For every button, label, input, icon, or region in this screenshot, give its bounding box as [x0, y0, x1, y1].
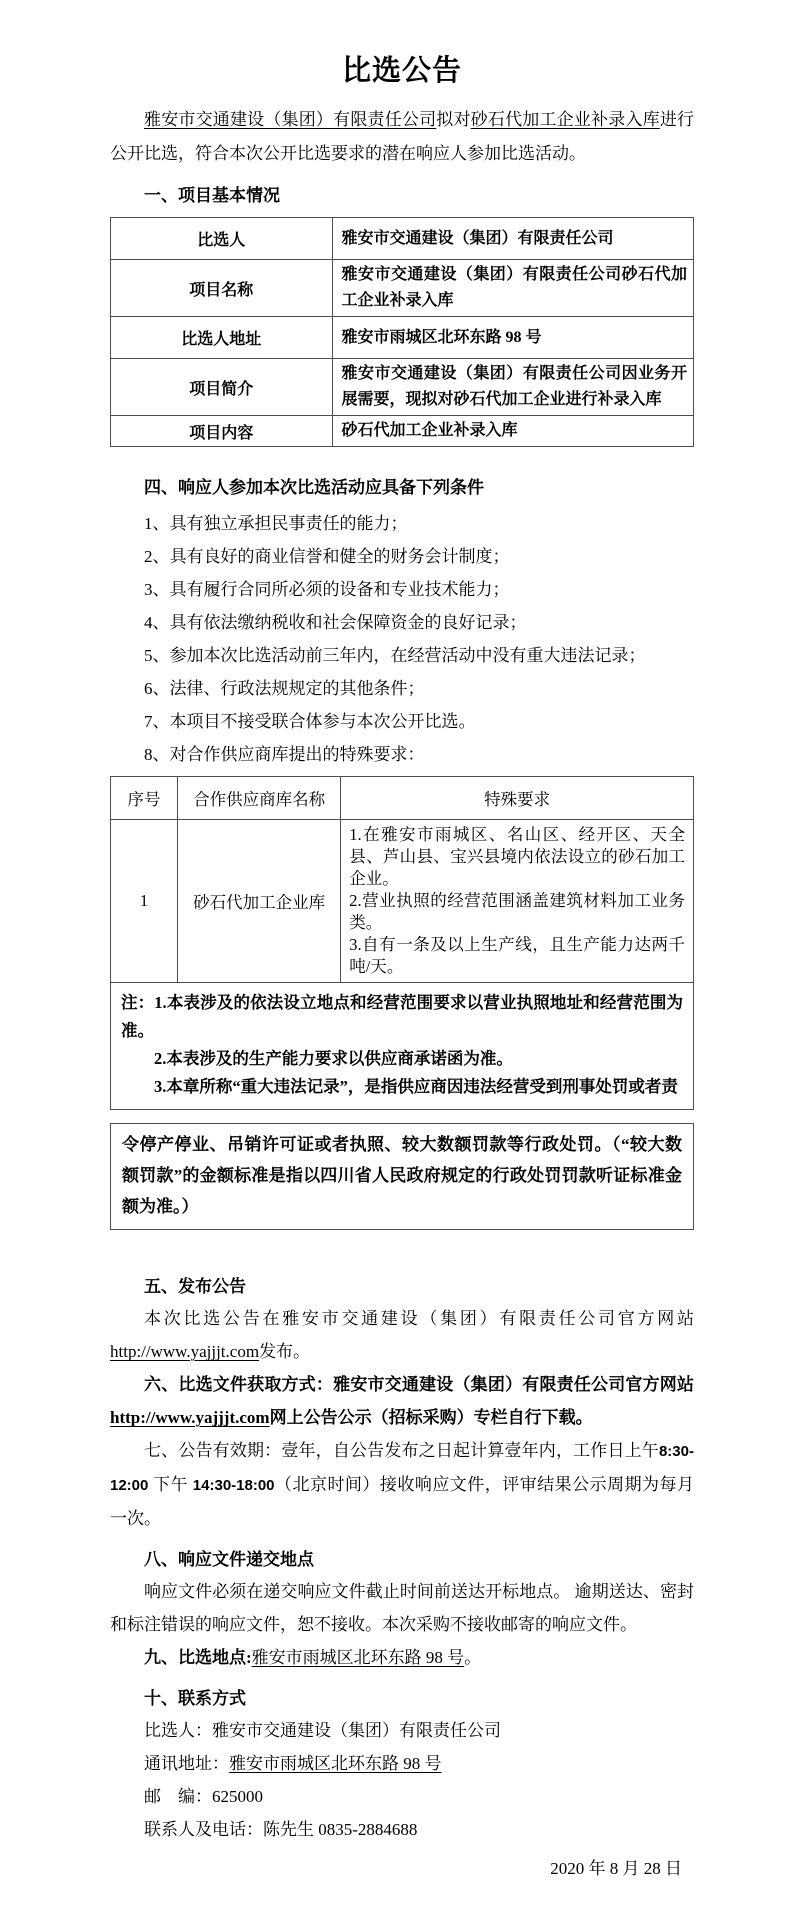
info-label: 项目简介 [111, 359, 333, 416]
intro-paragraph [110, 103, 694, 171]
section5-paragraph [110, 1302, 694, 1368]
section10-heading: 十、联系方式 [144, 1689, 246, 1709]
info-value: 砂石代加工企业补录入库 [332, 416, 693, 447]
note-line: 注：1.本表涉及的依法设立地点和经营范围要求以营业执照地址和经营范围为准。 [121, 993, 683, 1041]
info-value: 雅安市交通建设（集团）有限责任公司砂石代加工企业补录入库 [332, 260, 693, 317]
notes-cell [111, 983, 694, 1110]
section5-text-after: 发布。 [259, 1342, 311, 1362]
supplier-requirements [341, 820, 694, 983]
table-row [111, 416, 694, 447]
table-row [111, 260, 694, 317]
condition-item: 2、具有良好的商业信誉和健全的财务会计制度； [144, 547, 510, 567]
note-line: 3.本章所称“重大违法记录”，是指供应商因违法经营受到刑事处罚或者责 [154, 1077, 678, 1097]
info-value: 雅安市交通建设（集团）有限责任公司 [332, 218, 693, 260]
contact-person-line: 联系人及电话：陈先生 0835-2884688 [144, 1820, 418, 1840]
supplier-table-notes-row [111, 983, 694, 1110]
condition-item: 7、本项目不接受联合体参与本次公开比选。 [144, 712, 476, 732]
requirement-line: 1.在雅安市雨城区、名山区、经开区、天全县、芦山县、宝兴县境内依法设立的砂石加工企业。 [349, 825, 685, 889]
condition-item: 1、具有独立承担民事责任的能力； [144, 514, 408, 534]
table-row [111, 317, 694, 359]
section6-text-after: 网上公告公示（招标采购）专栏自行下载。 [269, 1408, 593, 1428]
requirement-line: 3.自有一条及以上生产线，且生产能力达两千吨/天。 [349, 935, 685, 977]
section9-label: 九、比选地点: [144, 1648, 252, 1668]
supplier-no: 1 [111, 820, 178, 983]
condition-item: 4、具有依法缴纳税收和社会保障资金的良好记录； [144, 613, 527, 633]
info-label: 项目名称 [111, 260, 333, 317]
condition-item: 6、法律、行政法规规定的其他条件； [144, 679, 425, 699]
section8-heading: 八、响应文件递交地点 [144, 1550, 314, 1570]
announcement-date: 2020 年 8 月 28 日 [550, 1859, 682, 1879]
info-label: 项目内容 [111, 416, 333, 447]
address-label: 通讯地址： [144, 1754, 229, 1774]
intro-text-1: 拟对 [436, 110, 471, 130]
contact-bixuanren-line: 比选人：雅安市交通建设（集团）有限责任公司 [144, 1721, 501, 1741]
section9-line [110, 1641, 694, 1674]
section8-paragraph: 响应文件必须在递交响应文件截止时间前送达开标地点。 逾期送达、密封和标注错误的响应文件，恕不接收。本次采购不接收邮寄的响应文件。 [110, 1582, 694, 1635]
info-label: 比选人地址 [111, 317, 333, 359]
column-header-requirements: 特殊要求 [341, 777, 694, 820]
selection-address-underlined: 雅安市雨城区北环东路 98 号 [251, 1648, 465, 1668]
info-value: 雅安市雨城区北环东路 98 号 [332, 317, 693, 359]
column-header-name: 合作供应商库名称 [178, 777, 341, 820]
note-continuation-box: 令停产停业、吊销许可证或者执照、较大数额罚款等行政处罚。（“较大数额罚款”的金额标准是指以四川省人民政府规定的行政处罚罚款听证标准金额为准。） [110, 1123, 694, 1230]
table-row [111, 218, 694, 260]
note-line: 2.本表涉及的生产能力要求以供应商承诺函为准。 [154, 1049, 513, 1069]
info-label: 比选人 [111, 218, 333, 260]
table-row [111, 359, 694, 416]
column-header-no: 序号 [111, 777, 178, 820]
section9-suffix: 。 [464, 1648, 482, 1668]
supplier-library-table [110, 776, 694, 1110]
section5-text: 本次比选公告在雅安市交通建设（集团）有限责任公司官方网站 [144, 1309, 694, 1329]
section5-heading: 五、发布公告 [144, 1277, 246, 1297]
contact-address-line [110, 1747, 694, 1780]
website-link[interactable]: http://www.yajjjt.com [110, 1408, 270, 1428]
condition-item: 3、具有履行合同所必须的设备和专业技术能力； [144, 580, 510, 600]
section7-text-end: （北京时间）接收响应文件，评审结果公示周期为每月一次。 [110, 1475, 695, 1529]
intro-company-underlined: 雅安市交通建设（集团）有限责任公司 [144, 110, 437, 130]
section6-text: 六、比选文件获取方式：雅安市交通建设（集团）有限责任公司官方网站 [144, 1375, 694, 1395]
supplier-table-data-row [111, 820, 694, 983]
page-title: 比选公告 [341, 55, 462, 87]
section4-heading: 四、响应人参加本次比选活动应具备下列条件 [144, 478, 484, 498]
intro-text-2: 进行公开比选，符合本次公开比选要求的潜在响应人参加比选活动。 [110, 110, 695, 164]
info-value: 雅安市交通建设（集团）有限责任公司因业务开展需要，现拟对砂石代加工企业进行补录入库 [332, 359, 693, 416]
project-info-table [110, 217, 694, 447]
intro-project-underlined: 砂石代加工企业补录入库 [470, 110, 660, 130]
condition-item: 8、对合作供应商库提出的特殊要求： [144, 745, 425, 765]
section1-heading: 一、项目基本情况 [144, 186, 280, 206]
section7-text-start: 七、公告有效期：壹年，自公告发布之日起计算壹年内，工作日上午 [144, 1441, 659, 1461]
condition-item: 5、参加本次比选活动前三年内，在经营活动中没有重大违法记录； [144, 646, 646, 666]
section6-paragraph [110, 1368, 694, 1434]
section7-paragraph [110, 1434, 694, 1535]
afternoon-hours: 14:30-18:00 [192, 1477, 275, 1495]
website-link[interactable]: http://www.yajjjt.com [110, 1342, 260, 1362]
requirement-line: 2.营业执照的经营范围涵盖建筑材料加工业务类。 [349, 891, 685, 933]
section7-text-mid: 下午 [148, 1475, 193, 1495]
morning-hours: 8:30-12:00 [110, 1443, 694, 1495]
contact-postcode-line: 邮 编：625000 [144, 1787, 263, 1807]
supplier-name: 砂石代加工企业库 [178, 820, 341, 983]
supplier-table-header-row [111, 777, 694, 820]
contact-address-underlined: 雅安市雨城区北环东路 98 号 [229, 1754, 442, 1774]
